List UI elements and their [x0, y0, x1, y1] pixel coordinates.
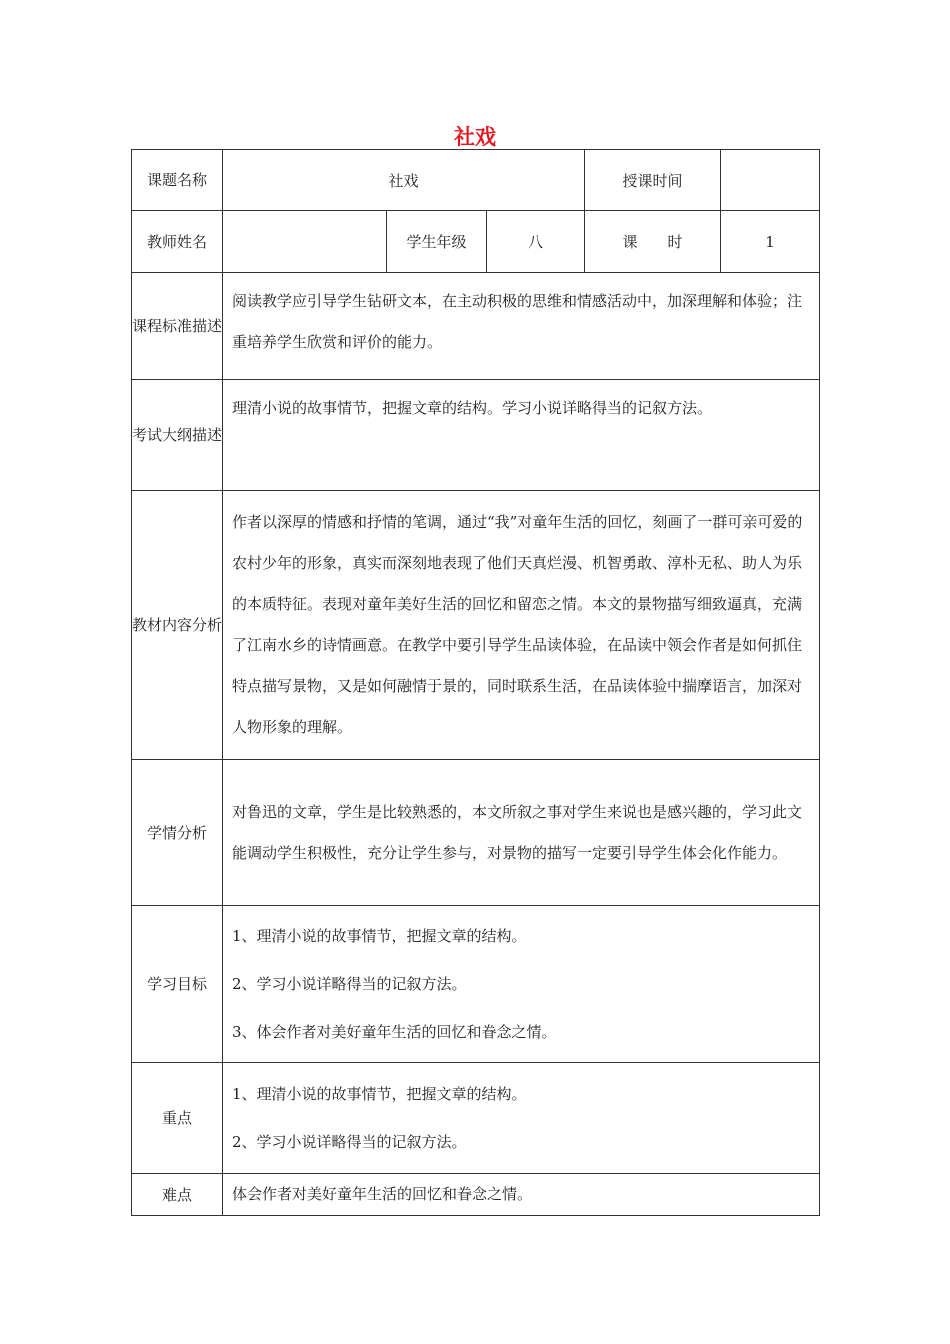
goals-label: 学习目标: [132, 906, 223, 1063]
standard-text: 阅读教学应引导学生钻研文本，在主动积极的思维和情感活动中，加深理解和体验；注重培养学生欣赏和评价的能力。: [223, 273, 820, 380]
material-label: 教材内容分析: [132, 491, 223, 760]
row-teacher: [132, 211, 820, 273]
topic-value: 社戏: [223, 150, 585, 211]
time-label: 授课时间: [585, 150, 721, 211]
row-difficulty: [132, 1174, 820, 1216]
key-list: [223, 1063, 820, 1174]
difficulty-label: 难点: [132, 1174, 223, 1216]
topic-label: 课题名称: [132, 150, 223, 211]
row-topic: [132, 150, 820, 211]
row-material: [132, 491, 820, 760]
grade-label: 学生年级: [387, 211, 487, 273]
hours-label: 课 时: [585, 211, 721, 273]
teacher-label: 教师姓名: [132, 211, 223, 273]
grade-value: 八: [487, 211, 585, 273]
standard-label: 课程标准描述: [132, 273, 223, 380]
key-label: 重点: [132, 1063, 223, 1174]
material-text: 作者以深厚的情感和抒情的笔调，通过“我”对童年生活的回忆，刻画了一群可亲可爱的农村少年的形象，真实而深刻地表现了他们天真烂漫、机智勇敢、淳朴无私、助人为乐的本质特征。表现对童年美好生活的回忆和留恋之情。本文的景物描写细致逼真，充满了江南水乡的诗情画意。在教学中要引导学生品读体验，在品读中领会作者是如何抓住特点描写景物，又是如何融情于景的，同时联系生活，在品读体验中揣摩语言，加深对人物形象的理解。: [223, 491, 820, 760]
key-item: 2、学习小说详略得当的记叙方法。: [232, 1133, 467, 1151]
document-title: 社戏: [454, 125, 496, 149]
syllabus-label: 考试大纲描述: [132, 380, 223, 491]
row-key: [132, 1063, 820, 1174]
time-value: [721, 150, 820, 211]
goal-item: 3、体会作者对美好童年生活的回忆和眷念之情。: [232, 1023, 557, 1041]
goal-item: 1、理清小说的故事情节，把握文章的结构。: [232, 927, 527, 945]
row-students: [132, 760, 820, 906]
goal-item: 2、学习小说详略得当的记叙方法。: [232, 975, 467, 993]
students-text: 对鲁迅的文章，学生是比较熟悉的，本文所叙之事对学生来说也是感兴趣的，学习此文能调动学生积极性，充分让学生参与，对景物的描写一定要引导学生体会化作能力。: [223, 760, 820, 906]
difficulty-text: 体会作者对美好童年生活的回忆和眷念之情。: [223, 1174, 820, 1216]
key-item: 1、理清小说的故事情节，把握文章的结构。: [232, 1085, 527, 1103]
row-standard: [132, 273, 820, 380]
students-label: 学情分析: [132, 760, 223, 906]
teacher-value: [223, 211, 387, 273]
goals-list: [223, 906, 820, 1063]
syllabus-text: 理清小说的故事情节，把握文章的结构。学习小说详略得当的记叙方法。: [223, 380, 820, 491]
lesson-plan-table: [131, 149, 820, 1216]
row-goals: [132, 906, 820, 1063]
hours-value: 1: [721, 211, 820, 273]
row-syllabus: [132, 380, 820, 491]
